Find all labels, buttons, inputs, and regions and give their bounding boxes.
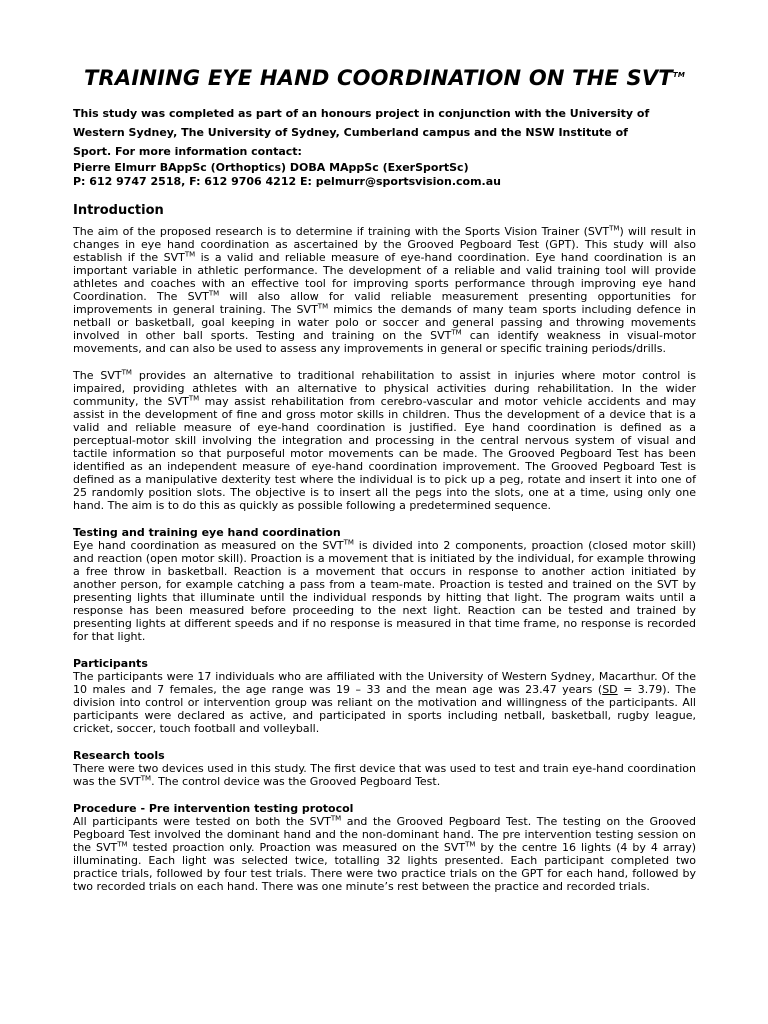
testing-heading: Testing and training eye hand coordination	[73, 526, 341, 539]
participants-paragraph: The participants were 17 individuals who are affiliated with the University of Western Sydney, Macarthur. Of the 10 males and 7 females, the age range was 19 – 33 and the mean age was 23.47 years (SD = 3.79). The division into control or intervention group was reliant on the motivation and willingness of the participants. All participants were declared as active, and participated in sports including netball, basketball, rugby league, cricket, soccer, touch football and volleyball.	[73, 670, 696, 735]
procedure-section	[73, 802, 696, 893]
page-title: TRAINING EYE HAND COORDINATION ON THE SVT™	[83, 66, 685, 90]
participants-heading: Participants	[73, 657, 148, 670]
contact-name: Pierre Elmurr BAppSc (Orthoptics) DOBA MAppSc (ExerSportSc)	[73, 161, 469, 174]
intro-note-line-2: Western Sydney, The University of Sydney, Cumberland campus and the NSW Institute of	[73, 126, 628, 139]
research-tools-heading: Research tools	[73, 749, 165, 762]
introduction-paragraph-1: The aim of the proposed research is to determine if training with the Sports Vision Trainer (SVT™) will result in changes in eye hand coordination as ascertained by the Grooved Pegboard Test (GPT). This study will also establish if the SVT™ is a valid and reliable measure of eye-hand coordination. Eye hand coordination is an important variable in athletic performance. The development of a reliable and valid training tool will provide athletes and coaches with an effective tool for improving sports performance through improving eye hand Coordination. The SVT™ will also allow for valid reliable measurement presenting opportunities for improvements in general training. The SVT™ mimics the demands of many team sports including defence in netball or basketball, goal keeping in water polo or soccer and general passing and throwing movements involved in other ball sports. Testing and training on the SVT™ can identify weakness in visual-motor movements, and can also be used to assess any improvements in general or specific training periods/drills.	[73, 224, 697, 355]
testing-paragraph: Eye hand coordination as measured on the SVT™ is divided into 2 components, proaction (closed motor skill) and reaction (open motor skill). Proaction is a movement that is initiated by the individual, for example throwing a free throw in basketball. Reaction is a movement that occurs in response to another action initiated by another person, for example catching a pass from a team-mate. Proaction is tested and trained on the SVT by presenting lights that illuminate until the individual responds by hitting that light. The program waits until a response has been measured before proceeding to the next light. Reaction can be tested and trained by presenting lights at different speeds and if no response is measured in that time frame, no response is recorded for that light.	[73, 538, 696, 643]
title-trademark: TM	[672, 71, 685, 79]
intro-note-line-1: This study was completed as part of an honours project in conjunction with the University of	[73, 107, 650, 120]
procedure-paragraph: All participants were tested on both the SVT™ and the Grooved Pegboard Test. The testing on the Grooved Pegboard Test involved the dominant hand and the non-dominant hand. The pre intervention testing session on the SVT™ tested proaction only. Proaction was measured on the SVT™ by the centre 16 lights (4 by 4 array) illuminating. Each light was selected twice, totalling 32 lights presented. Each participant completed two practice trials, followed by four test trials. There were two practice trials on the GPT for each hand, followed by two recorded trials on each hand. There was one minute’s rest between the practice and recorded trials.	[73, 814, 696, 893]
intro-note-line-3: Sport. For more information contact:	[73, 145, 302, 158]
testing-section	[73, 526, 696, 643]
contact-details: P: 612 9747 2518, F: 612 9706 4212 E: pelmurr@sportsvision.com.au	[73, 175, 501, 188]
participants-section	[73, 657, 696, 735]
sd-abbreviation: SD	[602, 683, 618, 696]
introduction-heading: Introduction	[73, 203, 164, 218]
procedure-heading: Procedure - Pre intervention testing protocol	[73, 802, 354, 815]
document-page	[73, 64, 696, 893]
introduction-section	[73, 203, 696, 512]
research-tools-paragraph: There were two devices used in this study. The first device that was used to test and train eye-hand coordination was the SVT™. The control device was the Grooved Pegboard Test.	[73, 762, 696, 788]
introduction-paragraph-2: The SVT™ provides an alternative to traditional rehabilitation to assist in injuries where motor control is impaired, providing athletes with an alternative to physical activities during rehabilitation. In the wider community, the SVT™ may assist rehabilitation from cerebro-vascular and motor vehicle accidents and may assist in the development of fine and gross motor skills in children. Thus the development of a device that is a valid and reliable measure of eye-hand coordination is justified. Eye hand coordination is defined as a perceptual-motor skill involving the integration and processing in the central nervous system of visual and tactile information so that purposeful motor movements can be made. The Grooved Pegboard Test has been identified as an independent measure of eye-hand coordination improvement. The Grooved Pegboard Test is defined as a manipulative dexterity test where the individual is to pick up a peg, rotate and insert it into one of 25 randomly position slots. The objective is to insert all the pegs into the slots, one at a time, using only one hand. The aim is to do this as quickly as possible following a predetermined sequence.	[73, 368, 696, 512]
research-tools-section	[73, 749, 696, 788]
